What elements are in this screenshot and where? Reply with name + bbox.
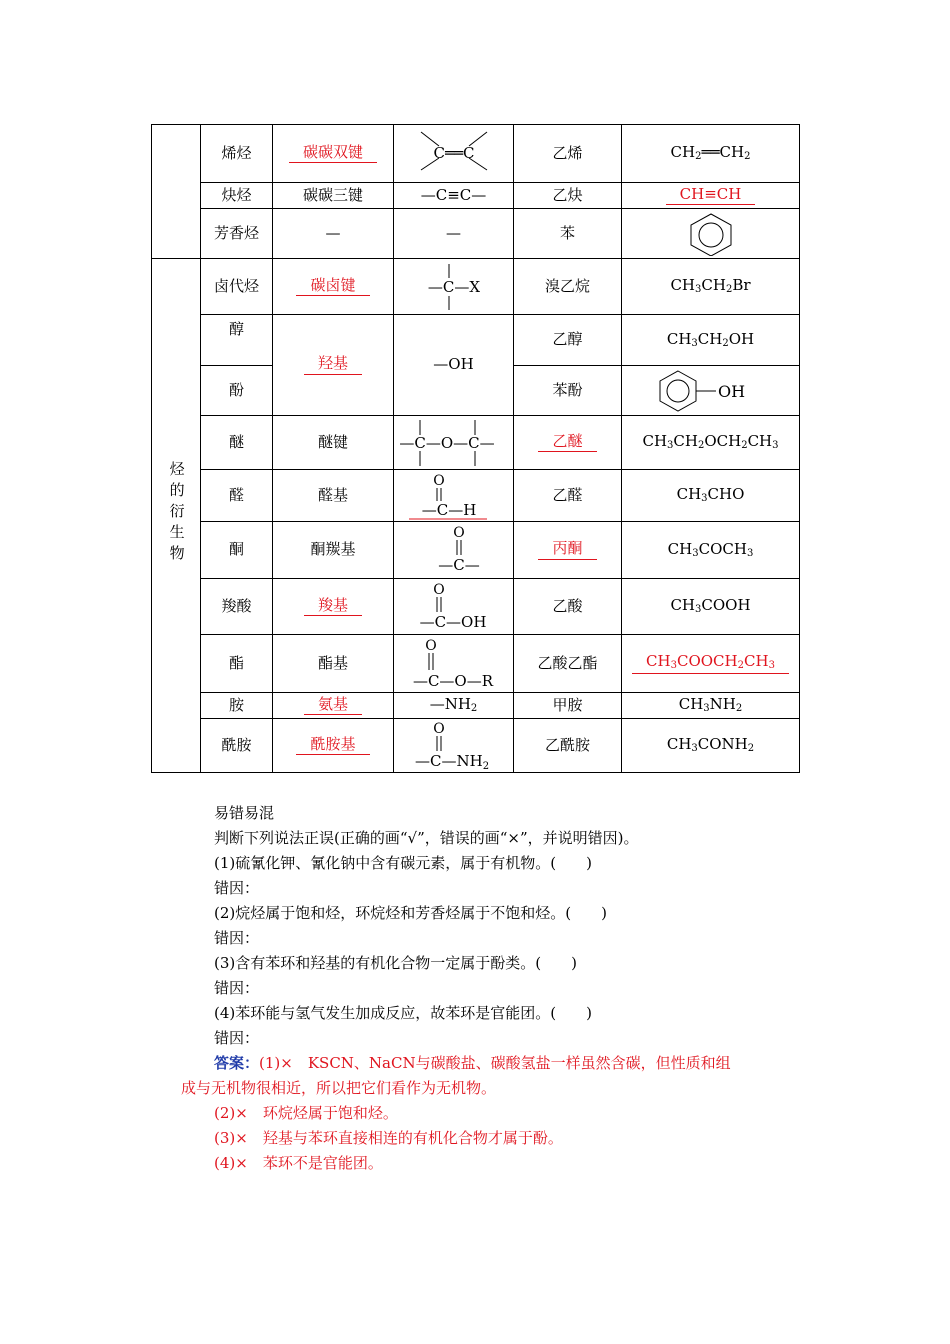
functional-group-table <box>151 124 800 773</box>
class-cell: 卤代烃 <box>201 259 273 315</box>
group-name: 碳碳双键 <box>289 144 377 163</box>
group-formula <box>394 125 514 183</box>
svg-text:—C—O—C—: —C—O—C— <box>398 433 495 452</box>
group-formula <box>394 719 514 773</box>
svg-text:—C—OH: —C—OH <box>419 612 486 631</box>
benzene-structure <box>622 209 800 259</box>
group-name: 氨基 <box>304 696 362 715</box>
example-name: 甲胺 <box>514 693 622 719</box>
group-name: 醛基 <box>273 470 394 522</box>
group-name: 酰胺基 <box>296 736 369 755</box>
example-name: 乙酰胺 <box>514 719 622 773</box>
table-row <box>152 125 800 183</box>
svg-text:C══C: C══C <box>432 143 475 162</box>
svg-text:—C—: —C— <box>437 556 480 574</box>
instruction: 判断下列说法正误(正确的画“√”，错误的画“×”，并说明错因)。 <box>214 829 639 847</box>
answer-line-3: (2)× 环烷烃属于饱和烃。 <box>214 1104 398 1122</box>
class-cell: 醚 <box>201 416 273 470</box>
question-3: (3)含有苯环和羟基的有机化合物一定属于酚类。( ) <box>214 954 577 972</box>
group-formula <box>394 635 514 693</box>
example-formula: $CH_3CONH_2$ <box>622 719 800 773</box>
section-title: 易错易混 <box>214 804 275 822</box>
class-cell: 醇 <box>201 315 273 366</box>
svg-text:O: O <box>432 581 445 598</box>
answer-line-4: (3)× 羟基与苯环直接相连的有机化合物才属于酚。 <box>214 1129 563 1147</box>
example-formula: $CH_3COCH_3$ <box>622 522 800 579</box>
example-formula: $CH_3CH_2OCH_2CH_3$ <box>622 416 800 470</box>
svg-text:—C—O—R: —C—O—R <box>412 671 493 690</box>
example-formula: $CH_3COOCH_2CH_3$ <box>632 653 789 674</box>
answer-line-1: 答案：(1)× KSCN、NaCN与碳酸盐、碳酸氢盐一样虽然含碳，但性质和组 <box>214 1054 731 1072</box>
class-cell: 烯烃 <box>201 125 273 183</box>
example-formula: $CH_3COOH$ <box>622 579 800 635</box>
example-name: 苯 <box>514 209 622 259</box>
group-formula <box>394 259 514 315</box>
svg-text:—C—H: —C—H <box>421 500 476 519</box>
hydrocarbon-side <box>152 125 201 259</box>
example-formula: $CH_2══CH_2$ <box>622 125 800 183</box>
group-name: 羧基 <box>304 597 362 616</box>
group-name: 酯基 <box>273 635 394 693</box>
table-row <box>152 259 800 315</box>
question-4: (4)苯环能与氢气发生加成反应，故苯环是官能团。( ) <box>214 1004 592 1022</box>
example-formula: $CH_3CH_2OH$ <box>622 315 800 366</box>
example-name: 溴乙烷 <box>514 259 622 315</box>
group-formula <box>394 579 514 635</box>
table-row <box>152 416 800 470</box>
reason-label: 错因： <box>214 929 260 947</box>
example-name: 乙酸乙酯 <box>514 635 622 693</box>
group-formula <box>394 470 514 522</box>
example-name: 乙酸 <box>514 579 622 635</box>
table-row <box>152 579 800 635</box>
table-row <box>152 470 800 522</box>
svg-text:—C—NH2: $—C—NH_2$ <box>414 751 489 772</box>
table-row <box>152 183 800 209</box>
example-name: 乙醛 <box>514 470 622 522</box>
example-formula: $CH_3NH_2$ <box>622 693 800 719</box>
class-cell: 醛 <box>201 470 273 522</box>
table-row <box>152 522 800 579</box>
phenol-structure <box>622 366 800 416</box>
class-cell: 酚 <box>201 366 273 416</box>
group-formula <box>394 416 514 470</box>
class-cell: 羧酸 <box>201 579 273 635</box>
example-name: 苯酚 <box>514 366 622 416</box>
example-name: 乙烯 <box>514 125 622 183</box>
group-formula: $—NH_2$ <box>394 693 514 719</box>
table-row <box>152 635 800 693</box>
svg-text:O: O <box>424 637 437 654</box>
svg-text:O: O <box>452 525 465 541</box>
answer-line-2: 成与无机物很相近，所以把它们看作为无机物。 <box>181 1079 497 1097</box>
reason-label: 错因： <box>214 879 260 897</box>
example-formula: CH≡CH <box>666 186 756 205</box>
question-1: (1)硫氰化钾、氰化钠中含有碳元素，属于有机物。( ) <box>214 854 592 872</box>
group-name: 碳碳三键 <box>273 183 394 209</box>
example-formula: $CH_3CH_2Br$ <box>622 259 800 315</box>
class-cell: 芳香烃 <box>201 209 273 259</box>
class-cell: 炔烃 <box>201 183 273 209</box>
class-cell: 酯 <box>201 635 273 693</box>
reason-label: 错因： <box>214 1029 260 1047</box>
example-formula: $CH_3CHO$ <box>622 470 800 522</box>
svg-text:—C—X: —C—X <box>427 277 480 296</box>
svg-text:OH: OH <box>717 381 745 401</box>
group-name: 碳卤键 <box>296 277 369 296</box>
question-2: (2)烷烃属于饱和烃，环烷烃和芳香烃属于不饱和烃。( ) <box>214 904 607 922</box>
table-row <box>152 719 800 773</box>
class-cell: 酰胺 <box>201 719 273 773</box>
derivative-side: 烃的衍生物 <box>152 259 201 773</box>
svg-text:O: O <box>432 472 445 489</box>
table-row <box>152 209 800 259</box>
example-name: 乙醇 <box>514 315 622 366</box>
answer-line-5: (4)× 苯环不是官能团。 <box>214 1154 383 1172</box>
table-row <box>152 315 800 366</box>
example-name: 乙炔 <box>514 183 622 209</box>
table-row <box>152 693 800 719</box>
group-formula: — <box>394 209 514 259</box>
group-formula: —OH <box>394 315 514 416</box>
group-formula <box>394 522 514 579</box>
group-name: 羟基 <box>304 355 362 374</box>
reason-label: 错因： <box>214 979 260 997</box>
group-formula: —C≡C— <box>394 183 514 209</box>
example-name: 丙酮 <box>538 540 596 559</box>
class-cell: 酮 <box>201 522 273 579</box>
group-name: 酮羰基 <box>273 522 394 579</box>
example-name: 乙醚 <box>538 433 596 452</box>
svg-text:O: O <box>432 720 445 737</box>
class-cell: 胺 <box>201 693 273 719</box>
group-name: 醚键 <box>273 416 394 470</box>
group-name: — <box>273 209 394 259</box>
